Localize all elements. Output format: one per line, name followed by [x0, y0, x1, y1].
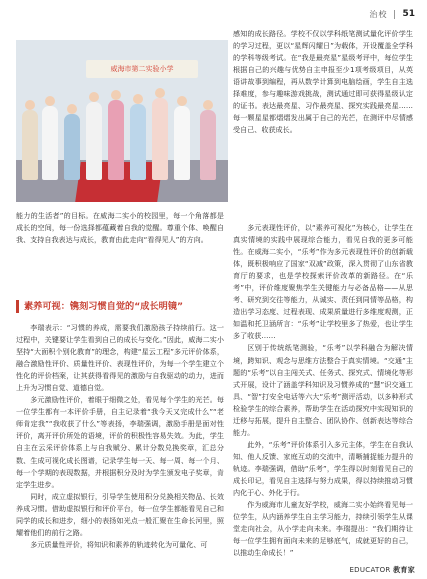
child-figure	[152, 98, 168, 180]
paragraph: 多元激励性评价，着眼于细微之处，看见每个学生的光芒。每一位学生都有一本评价手册，自主记录着“我今天又完成什么”“老师肯定我”“我收获了什么”等表扬，李瑞强调，激励手册是面对性评价，离开评价所处的语境，评价的积极性容易失效。为此，学生自主在云采评价体系上与自我赋分、累计分数兑换奖章，汇总分数、生成可视化成长图谱，记录学生每一天、每一周、每一个月、每一个学期的表现数据，并根据积分及时为学生颁发电子奖章，肯定学生进步。	[16, 395, 224, 489]
footer-brand-en: EDUCATOR	[349, 566, 391, 574]
right-column-body	[233, 222, 413, 559]
page-number: 51	[402, 9, 415, 19]
left-column-body	[16, 322, 224, 551]
left-column-top	[16, 210, 224, 246]
paragraph: 多元质量性评价，将知识和素养的轨迹转化为可量化、可	[30, 539, 208, 549]
paragraph: 多元表现性评价，以“素养可视化”为核心，让学生在真实情境的实践中展现综合能力，看见自我的更多可能性。在威海二实小，“乐考”作为多元表现性评价的创新载体，既积极响应了国家“双减”政策，深入贯彻了山东省教育厅的要求，也是学校探索评价改革的新路径。在“乐考”中，评价维度聚焦学生关键能力与必备品格——从思考、研究到交往等能力，从诚实、责任到同情等品格，构造出学习态度、过程表现、成果质量进行多维度观测，正如温和托卫涵所言：“乐考”让学校里多了热爱，也让学生多了收获……	[233, 223, 413, 341]
child-figure	[108, 100, 124, 180]
magazine-footer	[349, 565, 415, 575]
child-figure	[174, 106, 190, 180]
child-figure	[130, 104, 146, 180]
paragraph: 能力的生活者”的目标。在威海二实小的校园里，每一个角落都是成长的空间，每一份选择都蕴藏着自我的觉醒。尊重个体、唤醒自我、支持自我表达与成长，教育由此走向“看得见人”的方向。	[16, 211, 224, 245]
child-figure	[22, 110, 38, 180]
child-figure	[42, 106, 58, 180]
right-column-top	[233, 28, 413, 136]
running-header	[369, 6, 415, 22]
footer-brand-cn: 教育家	[393, 566, 415, 574]
paragraph: 此外，“乐考”评价体系引入多元主体，学生在自我认知、他人反馈、家庭互动的交流中，清晰捕捉能力提升的轨迹。李瑞强调，借助“乐考”，学生得以时刻看见自己的成长印记，看见自主选择与努力成果，得以持续推动习惯内化于心、外化于行。	[233, 439, 413, 498]
child-figure	[200, 110, 216, 180]
paragraph: 李瑞表示：“习惯的养成，需要我们激励孩子持续前行。这一过程中，关键要让学生看到自己的成长与变化。”因此，威海二实小坚持“大面积个别化教育”的理念，构建“星云工程”多元评价体系，融合激励性评价、质量性评价、表现性评价，为每一个学生建立个性化的评价档案，让其获得看得见的激励与自我驱动的动力，进而上升为习惯自觉、道德自觉。	[16, 323, 224, 393]
photo-banner: 威海市第二实验小学	[86, 60, 198, 78]
child-figure	[86, 102, 102, 180]
section-label: 治校	[369, 9, 388, 19]
section-heading: 素养可视：镌刻习惯自觉的“成长明镜”	[16, 300, 183, 313]
event-photo	[16, 40, 228, 202]
paragraph: 同时，成立虚拟银行，引导学生使用积分兑换相关物品、长效养成习惯。借助虚拟银行和评价平台，每一位学生都能看见自己和同学的成长和进步，细小的表扬如光点一般汇聚在生命长河里，照耀着他们的前行之路。	[16, 491, 224, 537]
header-divider	[394, 10, 395, 19]
paragraph: 感知的成长路径。学校不仅以学科纸笔测试量化评价学生的学习过程，更以“星辉闪耀日”为载体，开设覆盖全学科的学科等级考试。在“我是最亮星”星级考评中，每位学生根据自己的兴趣与优势自主申报至少1项考级项目，从英语讲故事到编程，再从数学计算到电脑绘画，学生自主选择难度，参与趣味游戏挑战，测试通过即可获得星级认定的证书。表达最亮星、习作最亮星、探究实践最亮星……每一颗星星都熠熠发出属于自己的光芒，在测评中尽情感受自己、收获成长。	[233, 29, 413, 135]
child-figure	[64, 114, 80, 180]
paragraph: 区别于传统纸笔测验，“乐考”以学科融合为解决情境，跨知识、观念与思维方法整合于真实情境。“交通”主题的“乐考”以自主闯关式、任务式、探究式、情境化等形式开展，设计了涵盖学科知识及习惯养成的“慧”识交通工具、“智”打安全电话等六大“乐考”测评活动，以多种形式检验学生的综合素养，帮助学生在活动探究中实现知识的迁移与拓展，提升自主整合、团队协作、创新表达等综合能力。	[233, 343, 413, 437]
paragraph: 作为威海市儿童友好学校，威海二实小始终看见每一位学生，从内涵养学生自主学习能力，持续引领学生从课堂走向社会，从小学走向未来。李瑞提出：“我们期待让每一位学生拥有面向未来的足够底气，成就更好的自己，以推动生命成长！”	[233, 500, 413, 558]
